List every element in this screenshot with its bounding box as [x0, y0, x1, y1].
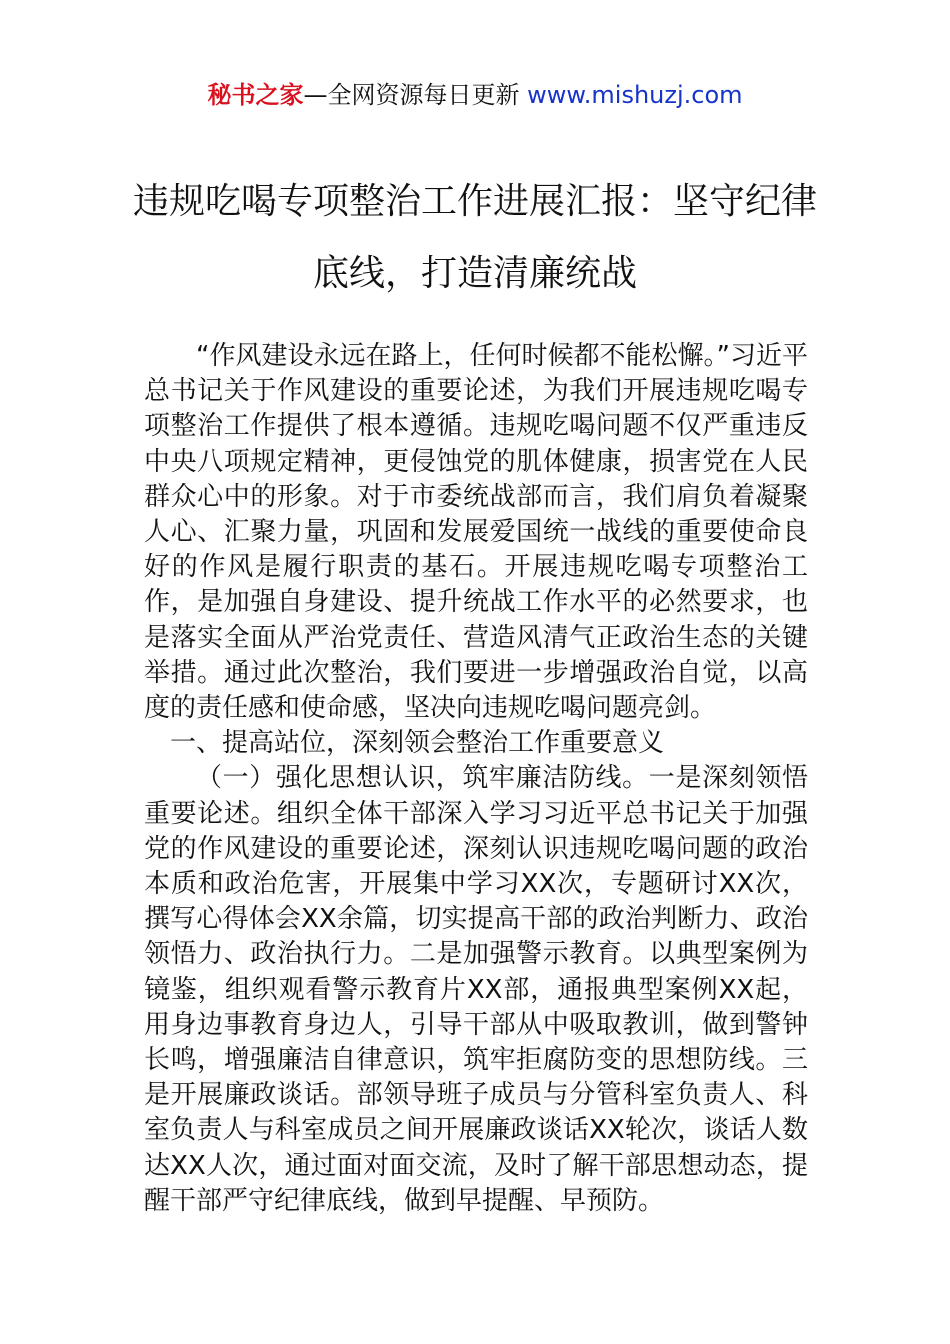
site-slogan: —全网资源每日更新 — [303, 81, 520, 109]
site-brand: 秘书之家 — [207, 81, 304, 109]
site-url-link[interactable]: www.mishuzj.com — [527, 81, 743, 109]
document-body — [144, 339, 808, 1219]
section-heading: 一、提高站位，深刻领会整治工作重要意义 — [170, 728, 665, 759]
site-header — [0, 78, 950, 112]
intro-paragraph: “作风建设永远在路上，任何时候都不能松懈。”习近平总书记关于作风建设的重要论述，为我们开展违规吃喝专项整治工作提供了根本遵循。违规吃喝问题不仅严重违反中央八项规定精神，更侵蚀党的肌体健康，损害党在人民群众心中的形象。对于市委统战部而言，我们肩负着凝聚人心、汇聚力量，巩固和发展爱国统一战线的重要使命良好的作风是履行职责的基石。开展违规吃喝专项整治工作，是加强自身建设、提升统战工作水平的必然要求，也是落实全面从严治党责任、营造风清气正政治生态的关键举措。通过此次整治，我们要进一步增强政治自觉，以高度的责任感和使命感，坚决向违规吃喝问题亮剑。 — [144, 341, 808, 724]
subsection-paragraph: （一）强化思想认识，筑牢廉洁防线。一是深刻领悟重要论述。组织全体干部深入学习习近平总书记关于加强党的作风建设的重要论述，深刻认识违规吃喝问题的政治本质和政治危害，开展集中学习XX次，专题研讨XX次，撰写心得体会XX余篇，切实提高干部的政治判断力、政治领悟力、政治执行力。二是加强警示教育。以典型案例为镜鉴，组织观看警示教育片XX部，通报典型案例XX起，用身边事教育身边人，引导干部从中吸取教训，做到警钟长鸣，增强廉洁自律意识，筑牢拒腐防变的思想防线。三是开展廉政谈话。部领导班子成员与分管科室负责人、科室负责人与科室成员之间开展廉政谈话XX轮次，谈话人数达XX人次，通过面对面交流，及时了解干部思想动态，提醒干部严守纪律底线，做到早提醒、早预防。 — [144, 763, 808, 1216]
document-title: 违规吃喝专项整治工作进展汇报：坚守纪律底线，打造清廉统战 — [132, 181, 817, 294]
